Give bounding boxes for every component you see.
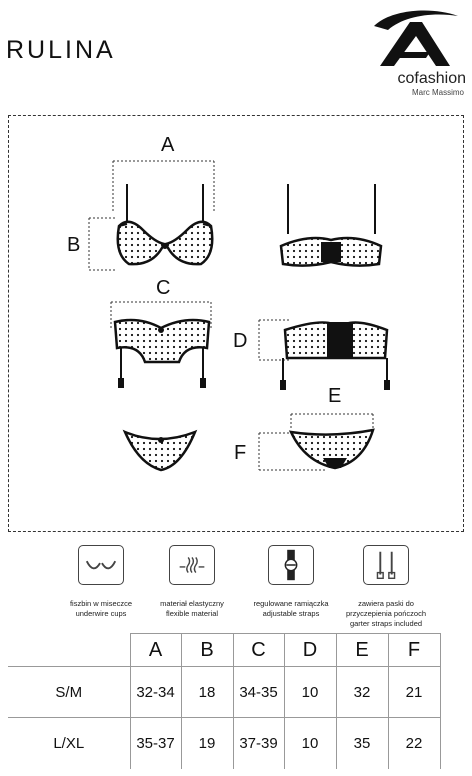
feature-adjustable-line1: regulowane ramiączka [253, 599, 329, 608]
cofashion-logo-icon [370, 8, 460, 68]
table-cell: 10 [284, 718, 336, 769]
brand-subname: Marc Massimo [411, 88, 464, 97]
column-header: F [388, 634, 440, 667]
column-header: B [181, 634, 233, 667]
table-cell: 34-35 [233, 667, 284, 718]
underwire-cups-icon [78, 545, 124, 585]
size-table-header [8, 634, 440, 667]
feature-garter-line3: garter straps included [349, 619, 423, 628]
table-cell: 32-34 [130, 667, 181, 718]
brand-name: cofashion [397, 70, 466, 87]
feature-icons [0, 545, 472, 628]
size-label: L/XL [8, 718, 130, 769]
column-header: E [336, 634, 388, 667]
thong-back-drawing [259, 414, 373, 470]
table-row [8, 718, 440, 769]
table-cell: 32 [336, 667, 388, 718]
column-header: A [130, 634, 181, 667]
feature-adjustable-line2: adjustable straps [262, 609, 320, 618]
size-label: S/M [8, 667, 130, 718]
measurement-diagram [8, 115, 464, 532]
table-cell: 10 [284, 667, 336, 718]
feature-flexible-material [138, 545, 246, 619]
table-cell: 18 [181, 667, 233, 718]
feature-adjustable-straps [237, 545, 345, 619]
bra-front-drawing [89, 161, 214, 270]
table-cell: 35-37 [130, 718, 181, 769]
feature-garter-straps [332, 545, 440, 629]
adjustable-straps-icon [268, 545, 314, 585]
size-table [8, 633, 441, 769]
size-table-corner [8, 634, 130, 667]
feature-garter-line1: zawiera paski do [358, 599, 414, 608]
label-c: C [156, 277, 171, 299]
table-cell: 35 [336, 718, 388, 769]
table-row [8, 667, 440, 718]
label-a: A [161, 134, 175, 156]
product-title: RULINA [6, 36, 116, 64]
column-header: C [233, 634, 284, 667]
feature-garter-line2: przyczepienia pończoch [345, 609, 427, 618]
garter-belt-front-drawing [111, 302, 211, 388]
flexible-material-icon [169, 545, 215, 585]
column-header: D [284, 634, 336, 667]
table-cell: 22 [388, 718, 440, 769]
feature-underwire-line1: fiszbin w miseczce [69, 599, 133, 608]
label-d: D [233, 330, 248, 352]
garter-belt-back-drawing [259, 320, 390, 390]
thong-front-drawing [125, 432, 195, 470]
table-cell: 19 [181, 718, 233, 769]
label-e: E [328, 385, 342, 407]
garter-straps-icon [363, 545, 409, 585]
feature-underwire-line2: underwire cups [75, 609, 127, 618]
label-f: F [234, 442, 247, 464]
brand-logo [362, 8, 466, 108]
table-cell: 21 [388, 667, 440, 718]
bra-back-drawing [281, 184, 381, 266]
table-cell: 37-39 [233, 718, 284, 769]
feature-flexible-line1: materiał elastyczny [160, 599, 224, 608]
label-b: B [67, 234, 81, 256]
feature-flexible-line2: flexible material [165, 609, 219, 618]
